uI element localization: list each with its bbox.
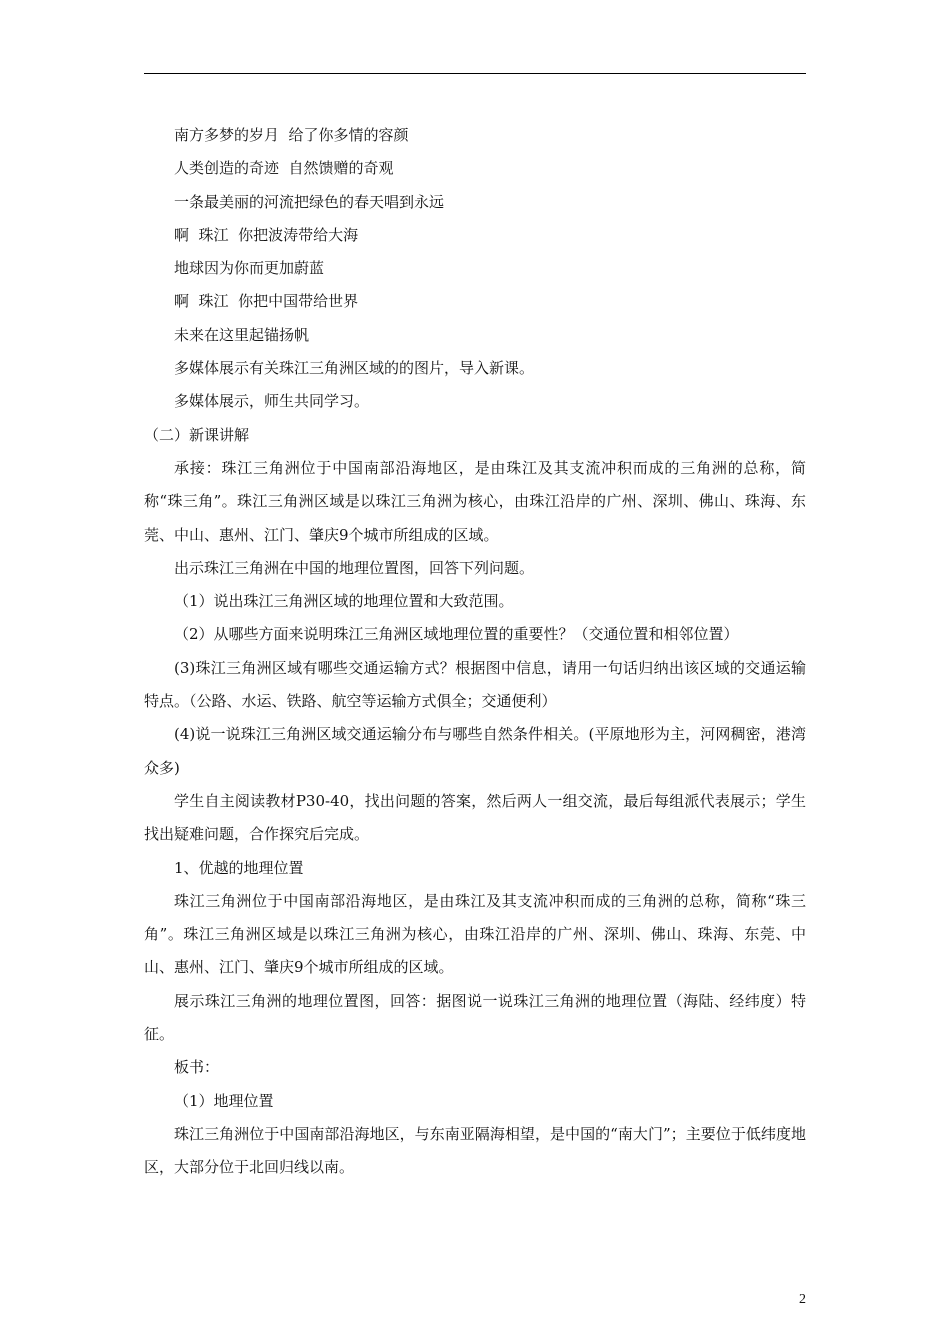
page-number: 2 — [799, 1292, 806, 1307]
paragraph: 板书： — [174, 1058, 220, 1077]
question-item: (3)珠江三角洲区域有哪些交通运输方式？根据图中信息，请用一句话归纳出该区域的交通运输特点。（公路、水运、铁路、航空等运输方式俱全；交通便利） — [144, 658, 806, 711]
lyric-line: 南方多梦的岁月 给了你多情的容颜 — [174, 126, 409, 144]
lyric-line: 人类创造的奇迹 自然馈赠的奇观 — [174, 159, 394, 178]
paragraph: 多媒体展示，师生共同学习。 — [174, 392, 370, 411]
paragraph: 珠江三角洲位于中国南部沿海地区，与东南亚隔海相望，是中国的“南大门”；主要位于低纬度地区，大部分位于北回归线以南。 — [144, 1124, 806, 1177]
paragraph: 出示珠江三角洲在中国的地理位置图，回答下列问题。 — [174, 558, 535, 577]
document-body — [144, 119, 806, 1185]
lyric-line: 啊 珠江 你把中国带给世界 — [174, 292, 359, 311]
paragraph: 学生自主阅读教材P30-40，找出问题的答案，然后两人一组交流，最后每组派代表展示；学生找出疑难问题，合作探究后完成。 — [144, 791, 806, 844]
paragraph: 展示珠江三角洲的地理位置图，回答：据图说一说珠江三角洲的地理位置（海陆、经纬度）特征。 — [144, 991, 806, 1044]
paragraph: 多媒体展示有关珠江三角洲区域的的图片，导入新课。 — [174, 359, 535, 378]
question-item: (4)说一说珠江三角洲区域交通运输分布与哪些自然条件相关。(平原地形为主，河网稠密，港湾众多) — [144, 725, 806, 777]
question-item: （1）说出珠江三角洲区域的地理位置和大致范围。 — [174, 592, 514, 611]
paragraph: 珠江三角洲位于中国南部沿海地区，是由珠江及其支流冲积而成的三角洲的总称，简称“珠三角”。珠江三角洲区域是以珠江三角洲为核心，由珠江沿岸的广州、深圳、佛山、珠海、东莞、中山、惠州、江门、肇庆9个城市所组成的区域。 — [144, 891, 806, 977]
subsection-heading: （1）地理位置 — [174, 1091, 274, 1110]
section-heading: （二）新课讲解 — [144, 425, 250, 444]
lyric-line: 地球因为你而更加蔚蓝 — [174, 259, 325, 278]
paragraph: 承接：珠江三角洲位于中国南部沿海地区，是由珠江及其支流冲积而成的三角洲的总称，简称“珠三角”。珠江三角洲区域是以珠江三角洲为核心，由珠江沿岸的广州、深圳、佛山、珠海、东莞、中山、惠州、江门、肇庆9个城市所组成的区域。 — [144, 458, 806, 544]
header-rule — [144, 73, 806, 74]
subsection-heading: 1、优越的地理位置 — [174, 858, 304, 877]
lyric-line: 未来在这里起锚扬帆 — [174, 325, 310, 344]
question-item: （2）从哪些方面来说明珠江三角洲区域地理位置的重要性？（交通位置和相邻位置） — [174, 625, 739, 644]
lyric-line: 啊 珠江 你把波涛带给大海 — [174, 225, 359, 244]
lyric-line: 一条最美丽的河流把绿色的春天唱到永远 — [174, 192, 445, 211]
